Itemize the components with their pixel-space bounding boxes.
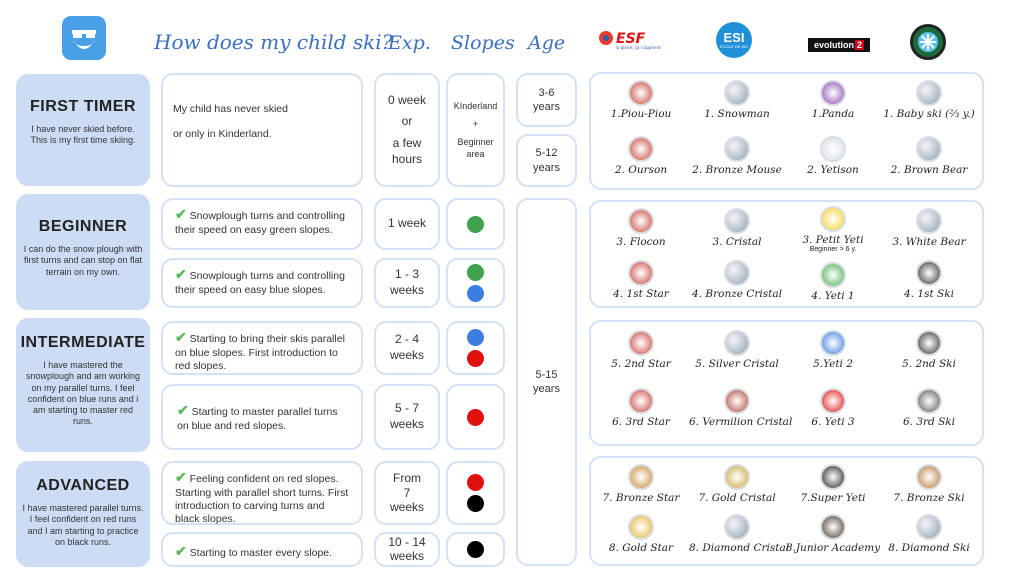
level-title: INTERMEDIATE xyxy=(20,334,146,351)
esi-medal-icon xyxy=(724,464,750,490)
slopes-box xyxy=(446,73,505,187)
description-text: Feeling confident on red slopes. Starting with parallel short turns. First introduction to carving turns and black slopes. xyxy=(175,473,349,525)
experience-text: 1 week xyxy=(387,216,427,231)
slopes-box xyxy=(446,198,505,250)
esi-logo-sub: ÉCOLE DE SKI xyxy=(720,44,748,49)
badge-club-2 xyxy=(881,136,977,176)
slopes-box xyxy=(446,384,505,450)
badge-label: 5.Yeti 2 xyxy=(813,358,853,370)
red-slope-dot xyxy=(467,350,484,367)
description-box xyxy=(161,384,363,450)
esf-logo-text: ESF xyxy=(616,31,646,47)
description-box xyxy=(161,73,363,187)
badge-label: 7. Bronze Star xyxy=(602,492,680,504)
evolution-mascot-icon xyxy=(820,262,846,288)
esi-medal-icon xyxy=(724,80,750,106)
check-icon: ✔ xyxy=(175,329,187,345)
slopes-box xyxy=(446,532,505,567)
badge-evo-5 xyxy=(785,330,881,370)
badge-label: 6. Yeti 3 xyxy=(811,416,855,428)
app-logo xyxy=(62,16,106,60)
badge-evo-8 xyxy=(785,514,881,554)
experience-line: weeks xyxy=(389,500,424,515)
evolution-logo-num: 2 xyxy=(856,40,862,50)
badge-label: 1.Panda xyxy=(811,108,855,120)
experience-line: 5 - 7 xyxy=(394,401,419,416)
check-icon: ✔ xyxy=(175,469,187,485)
age-line: years xyxy=(533,383,560,395)
description-line: or only in Kinderland. xyxy=(173,128,272,141)
badge-club-4 xyxy=(881,260,977,300)
badge-label: 3. Petit Yeti xyxy=(802,234,864,246)
badge-esi-1 xyxy=(689,80,785,120)
experience-line: weeks xyxy=(389,348,424,362)
esf-logo xyxy=(598,28,666,50)
badge-label: 1.Piou-Piou xyxy=(610,108,672,120)
esf-medal-icon xyxy=(628,388,654,414)
esf-medal-icon xyxy=(628,514,654,540)
experience-box xyxy=(374,198,440,250)
experience-box xyxy=(374,73,440,187)
club-medal-icon xyxy=(916,136,942,162)
experience-line: 10 - 14 xyxy=(388,534,426,549)
experience-box xyxy=(374,258,440,308)
slope-line: KInderland xyxy=(453,101,498,111)
check-icon: ✔ xyxy=(175,206,187,222)
description-box xyxy=(161,198,363,250)
badge-label: 6. 3rd Star xyxy=(612,416,670,428)
esf-medal-icon xyxy=(628,464,654,490)
evolution-mascot-icon xyxy=(820,388,846,414)
club-medal-icon xyxy=(916,388,942,414)
badge-evo-7 xyxy=(785,464,881,504)
experience-line: a few xyxy=(392,136,422,150)
age-line: 5-12 xyxy=(535,147,558,160)
level-title: ADVANCED xyxy=(36,477,130,494)
esi-medal-icon xyxy=(724,136,750,162)
badge-label: 2. Brown Bear xyxy=(890,164,968,176)
red-slope-dot xyxy=(467,474,484,491)
description-text: Starting to bring their skis parallel on blue slopes. First introduction to red slopes. xyxy=(175,333,345,372)
description-box xyxy=(161,461,363,525)
age-line: years xyxy=(533,161,560,174)
badge-esf-2 xyxy=(593,136,689,176)
evolution-mascot-icon xyxy=(820,514,846,540)
column-exp-header: Exp. xyxy=(388,32,431,54)
description-box xyxy=(161,258,363,308)
slopes-box xyxy=(446,258,505,308)
esf-medal-icon xyxy=(628,136,654,162)
badge-esf-5 xyxy=(593,330,689,370)
esi-logo xyxy=(716,22,752,58)
esf-medal-icon xyxy=(628,208,654,234)
slope-line: Beginner xyxy=(457,137,494,147)
experience-line: 7 xyxy=(403,485,411,500)
level-title: FIRST TIMER xyxy=(30,98,136,115)
badge-label: 5. 2nd Star xyxy=(611,358,671,370)
badge-label: 4. 1st Star xyxy=(613,288,669,300)
column-age-header: Age xyxy=(528,32,566,54)
evolution-mascot-icon xyxy=(820,136,846,162)
badge-label: 6. 3rd Ski xyxy=(902,416,956,428)
badge-esf-1 xyxy=(593,80,689,120)
description-text: Snowplough turns and controlling their speed on easy blue slopes. xyxy=(175,270,345,296)
badge-club-1 xyxy=(881,80,977,120)
badge-esi-7 xyxy=(689,464,785,504)
evolution-logo xyxy=(808,38,870,52)
badge-evo-1 xyxy=(785,80,881,120)
esf-medal-icon xyxy=(628,260,654,286)
experience-line: or xyxy=(401,114,413,129)
esf-logo-icon xyxy=(598,28,666,50)
badge-label: 7. Bronze Ski xyxy=(893,492,965,504)
badge-esi-4 xyxy=(689,260,785,300)
level-description: I have never skied before. This is my first time skiing. xyxy=(30,124,136,146)
description-text: Starting to master parallel turns on blue and red slopes. xyxy=(177,406,338,432)
badge-evo-4 xyxy=(785,262,881,302)
badge-label: 2. Bronze Mouse xyxy=(692,164,782,176)
badge-label: 3. Cristal xyxy=(712,236,762,248)
badge-evo-3 xyxy=(785,206,881,253)
esf-logo-sub: la glisse, ça s'apprend xyxy=(616,45,661,50)
green-slope-dot xyxy=(467,264,484,281)
badge-club-5 xyxy=(881,330,977,370)
badge-label: 1. Baby ski (⅔ y.) xyxy=(883,108,975,120)
age-box xyxy=(516,134,577,187)
evolution-mascot-icon xyxy=(820,206,846,232)
evolution-mascot-icon xyxy=(820,464,846,490)
age-line: 5-15 xyxy=(535,368,558,381)
badge-label: 3. White Bear xyxy=(892,236,966,248)
badge-label: 8.Junior Academy xyxy=(785,542,881,554)
badge-note: Beginner > 6 y. xyxy=(809,246,857,253)
description-box xyxy=(161,532,363,567)
club-medal-icon xyxy=(916,330,942,356)
slopes-box xyxy=(446,461,505,525)
club-medal-icon xyxy=(916,260,942,286)
snowflake-icon xyxy=(917,31,939,53)
check-icon: ✔ xyxy=(175,543,187,559)
slopes-box xyxy=(446,321,505,375)
badge-label: 8. Diamond Cristal xyxy=(689,542,790,554)
esi-medal-icon xyxy=(724,388,750,414)
club-medal-icon xyxy=(916,464,942,490)
age-box xyxy=(516,73,577,127)
badge-label: 6. Vermilion Cristal xyxy=(689,416,793,428)
badge-label: 1. Snowman xyxy=(704,108,770,120)
description-line: My child has never skied xyxy=(173,103,288,115)
level-card-beginner xyxy=(16,194,150,310)
black-slope-dot xyxy=(467,541,484,558)
description-text: Snowplough turns and controlling their speed on easy green slopes. xyxy=(175,210,345,236)
experience-line: From xyxy=(393,471,421,486)
badge-esi-8 xyxy=(689,514,790,554)
badge-esf-6 xyxy=(593,388,689,428)
badge-esf-8 xyxy=(593,514,689,554)
experience-box xyxy=(374,321,440,375)
badge-esf-7 xyxy=(593,464,689,504)
blue-slope-dot xyxy=(467,329,484,346)
badge-label: 5. Silver Cristal xyxy=(695,358,779,370)
green-slope-dot xyxy=(467,216,484,233)
badge-evo-2 xyxy=(785,136,881,176)
age-box-shared xyxy=(516,198,577,566)
experience-line: 0 week xyxy=(387,92,427,107)
experience-box xyxy=(374,461,440,525)
esi-medal-icon xyxy=(724,208,750,234)
description-text: Starting to master every slope. xyxy=(189,547,333,559)
evolution-logo-text: evolution xyxy=(813,40,854,50)
badge-esi-6 xyxy=(689,388,793,428)
badge-label: 8. Gold Star xyxy=(608,542,674,554)
level-card-intermediate xyxy=(16,318,150,452)
age-line: years xyxy=(533,101,560,113)
badge-club-3 xyxy=(881,208,977,248)
experience-box xyxy=(374,532,440,567)
badge-esi-5 xyxy=(689,330,785,370)
evolution-mascot-icon xyxy=(820,80,846,106)
club-medal-icon xyxy=(916,208,942,234)
badge-label: 2. Ourson xyxy=(614,164,668,176)
evolution-mascot-icon xyxy=(820,330,846,356)
badges-box-advanced xyxy=(589,456,984,566)
badge-esi-3 xyxy=(689,208,785,248)
esi-logo-text: ESI xyxy=(723,30,745,45)
level-description: I have mastered parallel turns. I feel confident on red runs and I am starting to practice on black runs. xyxy=(22,503,144,547)
badge-club-7 xyxy=(881,464,977,504)
badge-label: 4. 1st Ski xyxy=(904,288,954,300)
red-slope-dot xyxy=(467,409,484,426)
blue-slope-dot xyxy=(467,285,484,302)
black-slope-dot xyxy=(467,495,484,512)
column-slopes-header: Slopes xyxy=(451,32,515,54)
badges-box-first-timer xyxy=(589,72,984,190)
badge-esi-2 xyxy=(689,136,785,176)
esf-medal-icon xyxy=(628,330,654,356)
check-icon: ✔ xyxy=(175,266,187,282)
club-medal-icon xyxy=(916,80,942,106)
experience-line: 1 - 3 xyxy=(394,267,419,282)
level-title: BEGINNER xyxy=(38,218,128,235)
bearded-face-icon xyxy=(62,16,106,60)
badge-club-8 xyxy=(881,514,977,554)
page-title: How does my child ski? xyxy=(154,30,393,54)
badge-label: 4. Yeti 1 xyxy=(811,290,855,302)
level-card-advanced xyxy=(16,461,150,567)
badge-label: 3. Flocon xyxy=(616,236,666,248)
badge-label: 4. Bronze Cristal xyxy=(692,288,782,300)
slope-line: + xyxy=(472,119,479,129)
check-icon: ✔ xyxy=(177,402,189,418)
badges-box-intermediate xyxy=(589,320,984,446)
experience-line: weeks xyxy=(389,417,424,431)
age-line: 3-6 xyxy=(538,86,555,99)
badges-box-beginner xyxy=(589,200,984,308)
level-card-first-timer xyxy=(16,74,150,186)
club-medal-icon xyxy=(916,514,942,540)
experience-line: hours xyxy=(391,151,423,166)
badge-label: 8. Diamond Ski xyxy=(888,542,970,554)
experience-line: 2 - 4 xyxy=(394,332,419,347)
experience-box xyxy=(374,384,440,450)
badge-label: 7. Gold Cristal xyxy=(698,492,776,504)
badge-label: 5. 2nd Ski xyxy=(902,358,956,370)
badge-label: 2. Yetison xyxy=(807,164,859,176)
esi-medal-icon xyxy=(724,514,750,540)
esf-medal-icon xyxy=(628,80,654,106)
esi-medal-icon xyxy=(724,260,750,286)
experience-line: weeks xyxy=(389,548,424,563)
badge-esf-4 xyxy=(593,260,689,300)
description-box xyxy=(161,321,363,375)
badge-label: 7.Super Yeti xyxy=(800,492,866,504)
badge-club-6 xyxy=(881,388,977,428)
experience-line: weeks xyxy=(389,283,424,297)
level-description: I have mastered the snowplough and am working on my parallel turns. I feel confident on blue runs and i am starting to master red runs. xyxy=(25,360,141,427)
esi-medal-icon xyxy=(724,330,750,356)
level-description: I can do the snow plough with first turns and can stop on flat terrain on my own. xyxy=(23,244,143,277)
slope-line: area xyxy=(466,149,485,159)
ski-club-logo xyxy=(910,24,946,60)
badge-esf-3 xyxy=(593,208,689,248)
badge-evo-6 xyxy=(785,388,881,428)
